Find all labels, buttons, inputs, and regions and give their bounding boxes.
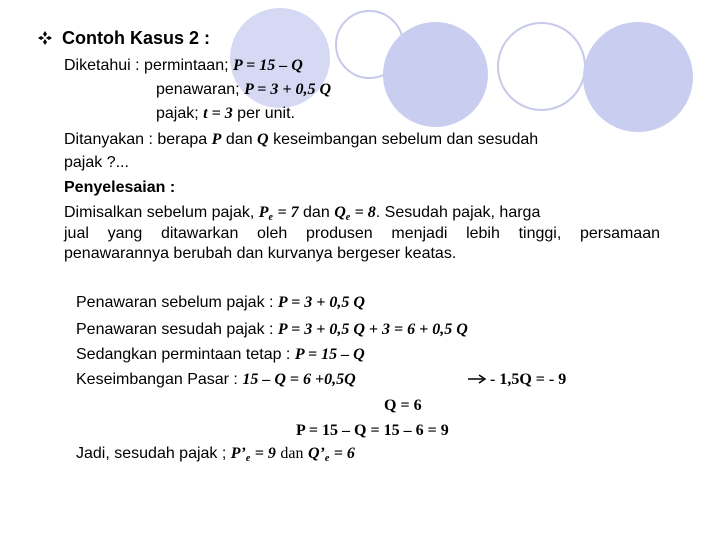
slide-heading: Contoh Kasus 2 : — [62, 28, 211, 48]
calc-q-result: Q = 6 — [384, 397, 422, 414]
calc-market: Keseimbangan Pasar : 15 – Q = 6 +0,5Q — [76, 371, 356, 388]
calc-demand: Sedangkan permintaan tetap : P = 15 – Q — [76, 346, 365, 363]
calc-before: Penawaran sebelum pajak : P = 3 + 0,5 Q — [76, 294, 365, 311]
calc-p-result: P = 15 – Q = 15 – 6 = 9 — [296, 422, 449, 439]
question-line1: Ditanyakan : berapa P dan Q keseimbangan sebelum dan sesudah — [64, 131, 539, 148]
given-demand: Diketahui : permintaan; P = 15 – Q — [64, 57, 303, 74]
paragraph-line3: penawarannya berubah dan kurvanya bergeser keatas. — [64, 245, 457, 262]
diamond-bullet-icon — [38, 31, 52, 45]
calc-final: Jadi, sesudah pajak ; $P’_e = 9$ dan $Q’_e = 6$ — [76, 445, 355, 464]
solution-title: Penyelesaian : — [64, 179, 176, 196]
given-tax: pajak; t = 3 per unit. — [156, 105, 295, 122]
decorative-circle — [383, 22, 488, 127]
question-line2: pajak ?... — [64, 154, 129, 171]
given-supply: penawaran; P = 3 + 0,5 Q — [156, 81, 332, 98]
decorative-ring — [497, 22, 586, 111]
paragraph-line2: jual yang ditawarkan oleh produsen menjadi lebih tinggi, persamaan — [64, 225, 660, 242]
paragraph-line1: Dimisalkan sebelum pajak, $P_e = 7$ dan $Q_e = 8$. Sesudah pajak, harga — [64, 204, 541, 223]
calc-arrow-result: - 1,5Q = - 9 — [490, 371, 567, 388]
decorative-circle — [583, 22, 693, 132]
arrow-right-icon — [467, 373, 487, 385]
calc-after: Penawaran sesudah pajak : P = 3 + 0,5 Q + 3 = 6 + 0,5 Q — [76, 321, 468, 338]
